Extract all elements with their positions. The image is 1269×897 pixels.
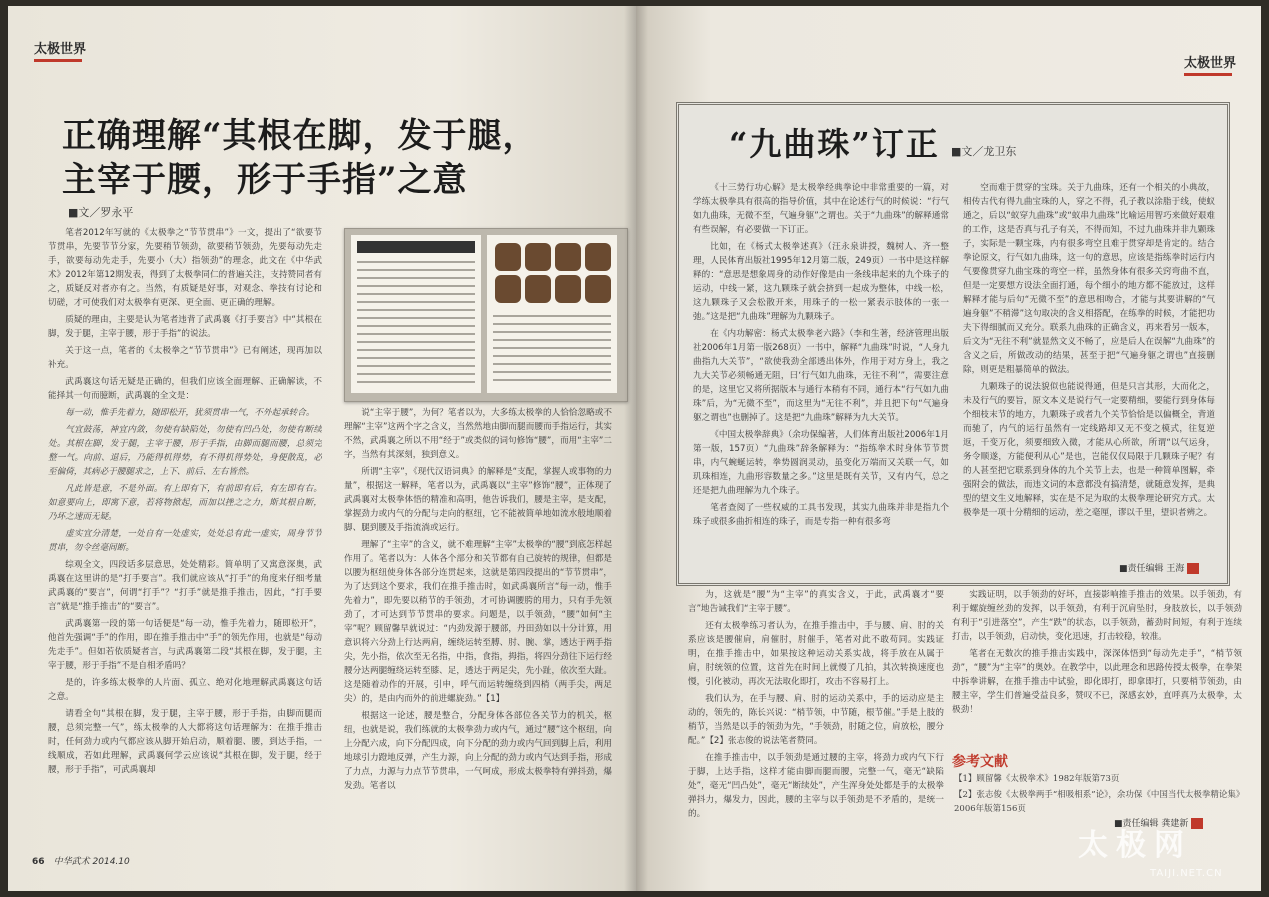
article-continuation-column-1 [688, 588, 944, 834]
magazine-photo [344, 228, 628, 402]
paragraph: 凡此皆是意，不是外面。有上即有下，有前即有后，有左即有右。如意要向上，即寓下意，若将物掀起，而加以挫之之力，斯其根自断，乃坏之速而无疑。 [48, 484, 322, 522]
hand-photo [585, 243, 611, 271]
magazine-name: 中华武术 2014.10 [53, 857, 130, 867]
paragraph: 在推手推击中，以手领劲是通过腰的主宰，将劲力或内气下行于脚，上达手指，这样才能由脚而腿而腰，完整一气，毫无“缺陷处”，毫无“凹凸处”，毫无“断续处”，产生浑身处处都是手的太极拳弹抖力，爆发力，因此，腰的主宰与以手领劲是不矛盾的，是统一的。 [688, 753, 944, 819]
paragraph: 为，这就是“腰”为“主宰”的真实含义，于此，武禹襄才“要言”地告诫我们“主宰于腰”。 [688, 590, 944, 614]
section-title: 太极世界 [1184, 56, 1237, 71]
paragraph: 笔者在无数次的推手推击实践中，深深体悟到“每动先走手”，“梢节领劲”，“腰”为“主宰”的奥妙。在教学中，以此理念和思路传授太极拳，在拳架中拆拳讲解，在推手推击中试验，即化即打，即拿即打，只要梢节领劲，由腰主宰，学生们普遍受益良多，赞叹不已，深感玄妙，直呼真乃太极拳，太极劲！ [952, 649, 1242, 715]
paragraph: 理解了“主宰”的含义，就不难理解“主宰”太极拳的“腰”到底怎样起作用了。笔者以为：人体各个部分和关节都有自己旋转的规律，但都是以腰为枢纽使身体各部分连贯起来，这就是第四段提出的“节节贯串”，为了达到这个要求，我们在推手推击时，如武禹襄所言“每一动，惟手先着力”，即先要以稍节的手领劲，才可协调腰胯的用力，只有手先领劲了，才可达到节节贯串的要求。问题是，以手领劲，“腰”如何“主宰”呢？顾留馨早就说过：“内劲发源于腰部，丹田劲如以十分计算，用意识将六分劲上行达两肩，缠绕运转至膊、肘、腕、掌，透达于两手指尖，先小指，依次至无名指，中指，食指，拇指，将四分劲往下运行经腰分达两腿缠绕运转至膝、足，透达于两足尖，先小趾，依次至大趾。这是随着动作的开展，引申，呼气而运转缠绕到四梢（两手尖，两足尖）的，是由内而外的前进螺旋劲。”【1】 [344, 540, 612, 704]
article-title: “九曲珠”订正 [729, 125, 940, 163]
paragraph: 《十三势行功心解》是太极拳经典拳论中非常重要的一篇，对学练太极拳具有很高的指导价值，其中在论述行气的时候说：“行气如九曲珠，无微不至，气遍身躯”之谓也。关于“九曲珠”的解释通常有些误解，有必要做一下订正。 [693, 183, 949, 235]
magazine-spread [8, 6, 1261, 891]
article-byline: ■文／龙卫东 [951, 145, 1017, 158]
left-page [8, 6, 636, 891]
hand-photo [495, 243, 521, 271]
paragraph: 九颗珠子的说法貌似也能说得通，但是只言其形，大而化之，未及行气的要旨，原文本义是说行气一定要精细，要能行到身体每个细枝末节的地方，九颗珠子或者九个关节恰恰是以偏概全，背道而驰了，内气的运行虽然有一定线路却又无不变之模式，往复逆返，千变万化，须要细致入微，才能从心所欲，所谓“以气运身，务令顺遂，方能便利从心”是也，岂能仅仅局限于几颗珠子呢？有的人甚至把它联系到身体的九个关节上去，也是一种简单图解，牵强附会的做法，而违文词的本意都没有搞清楚，就随意发挥，是典型的望文生义地解释，实在是不足为取的太极拳理论研究方式。太极拳是一项十分精细的运动，差之毫厘，谬以千里，望识者辨之。 [963, 382, 1215, 518]
spine-shadow [624, 6, 648, 891]
paragraph: 我们认为，在手与腰、肩、肘的运动关系中，手的运动应是主动的，领先的，陈长兴说：“梢节领，中节随，根节催。”手是上肢的梢节，当然是以手的领劲为先，“手领劲，肘随之位，肩放松，腰分配。”【2】张志俊的说法笔者赞同。 [688, 694, 944, 746]
paragraph: 笔者2012年写就的《太极拳之“节节贯串”》一文，提出了“欲要节节贯串，先要节节分家，先要稍节领劲，欲要稍节领劲，先要每动先走手，欲要每动先走手，先要小（大）指领劲”的理念，此文在《中华武术》2012年第12期发表，得到了太极拳同仁的普遍关注，支持赞同者有之，质疑反对者亦有之。当然，有质疑是好事，对观念、拳技有讨论和切磋，才可使我们对太极拳有更深、更全面、更正确的理解。 [48, 228, 322, 308]
article-column-2 [963, 181, 1215, 561]
article-box [676, 102, 1230, 586]
photo-page-left [351, 235, 481, 393]
title-line-2: 主宰于腰，形于手指”之意 [62, 160, 468, 200]
section-header [1184, 52, 1236, 76]
paragraph: 比如，在《杨式太极拳述真》（汪永泉讲授，魏树人、齐一整理，人民体育出版社1995年12月第二版，249页）一书中是这样解释的：“意思是想象周身的动作好像是由一条线串起来的九个珠子的运动，中线一紧，这九颗珠子就会挤到一起成为整体，中线一松，这九颗珠子又会松散开来，用珠子的一松一紧表示肢体的一张一弛。”这是把“九曲珠”理解为九颗珠子。 [693, 242, 949, 322]
hand-photo [495, 275, 521, 303]
paragraph: 《中国太极拳辞典》（余功保编著，人们体育出版社2006年1月第一版，157页）“九曲珠”辞条解释为：“指练拳术时身体节节贯串，内气蜿蜒运转，拳势圆润灵动，虽变化万端而又关联一气，如玑珠相连，九曲形容数量之多。”这里是既有关节，又有内气，总之还是把九曲理解为九个珠子。 [693, 430, 949, 496]
photo-mini-title [357, 241, 475, 253]
hand-photo [525, 243, 551, 271]
editor-label: ■责任编辑 龚建新 [1114, 819, 1189, 829]
section-underline [34, 59, 82, 62]
reference-item: 【1】顾留馨《太极拳术》1982年版第73页 [954, 774, 1120, 784]
paragraph: 武禹襄第一段的第一句话便是“每一动，惟手先着力，随即松开”，他首先强调“手”的作用，即在推手推击中“手”的领先作用，也就是“每动先走手”。但如若依质疑者言，与武禹襄第二段“其根在脚，发于腿，主宰于腰，形于手指”不是自相矛盾吗？ [48, 619, 322, 671]
editor-credit [1119, 561, 1199, 574]
paragraph: 在《内功解密：杨式太极拳老六路》（李和生著，经济管理出版社2006年1月第一版268页）一书中，解释“九曲珠”时说，“人身九曲指九大关节”，“欲使我劲全部透出体外，作用于对方身上，我之九大关节必须畅通无阻，曰‘行气如九曲珠，无往不利’”，需要注意的是，这里它又将所据版本与通行本稍有不同，通行本“行气如九曲珠”后，为“无微不至”，而这里为“无往不利”，并且把下句“气遍身躯之谓也”也删掉了。这是把“九曲珠”解释为九大关节。 [693, 329, 949, 423]
references-heading: 参考文献 [952, 754, 1008, 770]
hand-photo [525, 275, 551, 303]
paragraph: 所谓“主宰”，《现代汉语词典》的解释是“支配，掌握人或事物的力量”，根据这一解释，笔者以为，武禹襄以“主宰”修饰“腰”，正体现了武禹襄对太极拳体悟的精准和高明，他告诉我们，腰是主宰，是支配，掌握劲力或内气的分配与走向的枢纽，它不能被简单地如流水般地顺着脚、腿到腰及手指流淌或运行。 [344, 467, 612, 533]
hand-photo [585, 275, 611, 303]
paragraph: 还有太极拳练习者认为，在推手推击中，手与腰、肩、肘的关系应该是腰催肩，肩催肘，肘催手，笔者对此不敢苟同。实践证明，在推手推击中，如果按这种运动关系实战，将手放在从属于肩，肘统领的位置，这首先在时间上就慢了几拍，其次转换速度也慢，引化被动，再次无法取化即打，攻击不容易打上。 [688, 621, 944, 687]
paragraph: 请看全句“其根在脚，发于腿，主宰于腰，形于手指，由脚而腿而腰，总须完整一气”，练太极拳的人大都将这句话理解为：在推手推击时，任何劲力或内气都应该从脚开始启动，顺着腿、腰，到达手指，一线顺成，若如此理解，武禹襄何学云应该说“其根在脚，发于腿，经于腰，形于手指”，可武禹襄却 [48, 709, 322, 775]
hand-photo [555, 275, 581, 303]
article-title [62, 114, 582, 202]
section-header [34, 38, 86, 62]
paragraph: 关于这一点，笔者的《太极拳之“节节贯串”》已有阐述，现再加以补充。 [48, 346, 322, 370]
paragraph: 根据这一论述，腰是整合，分配身体各部位各关节力的机关，枢纽，也就是说，我们练就的太极拳劲力或内气，通过“腰”这个枢纽，向上分配六成，向下分配四成，向下分配的劲力或内气回到脚上后，利用地球引力蹬地反弹，产生力源，向上分配的劲力或内气达到手指，形成了力点，力源与力点节节贯串，一气呵成，形成太极拳特有弹抖劲，爆发劲。笔者以 [344, 711, 612, 791]
paragraph: 气宜鼓荡，神宜内敛，勿使有缺陷处，勿使有凹凸处，勿使有断续处。其根在脚，发于腿，主宰于腰，形于手指，由脚而腿而腰，总须完整一气。向前、退后，乃能得机得势，有不得机得势处，身便散乱，必至偏倚，其病必于腰腿求之，上下、前后、左右皆然。 [48, 425, 322, 477]
paragraph: 实践证明，以手领劲的好坏，直接影响推手推击的效果。以手领劲，有利于螺旋缠丝劲的发挥，以手领劲，有利于沉肩坠肘，身肢放长，以手领劲有利于“引进落空”，产生“跌”的状态，以手领劲，蓄劲时间短，有利于连续打击，以手领劲，启动快，变化迅速，打击较稳，较准。 [952, 590, 1242, 642]
editor-label: ■责任编辑 王海 [1119, 564, 1185, 574]
section-underline [1184, 73, 1232, 76]
article-byline: ■文／罗永平 [68, 206, 134, 219]
paragraph: 空而难于贯穿的宝珠。关于九曲珠，还有一个相关的小典故，相传古代有得九曲宝珠的人，穿之不得，孔子教以涂脂于线，使蚁通之，后以“蚁穿九曲珠”或“蚁串九曲珠”比喻运用智巧来做好艰难的工作，这是否真与孔子有关，不得而知，不过九曲珠并非九颗珠子，实际是一颗宝珠，内有很多弯空且难于贯穿却是肯定的。结合拳论原文，行气如九曲珠，这一句的意思，应该是指练拳时运行内气要像贯穿九曲宝珠的弯空一样，虽然身体有很多关窍弯曲不直，但是一定要想方设法全面打通，每个细小的地方都不能放过，这样解释才能与后句“无微不至”的意思相吻合，才能与其要讲解的“气遍身躯”不稍滞”这句取决的含义相搭配，在练拳的时候，才能把功夫下得细腻而又充分。联系九曲珠的正确含义，再来看另一版本，后文为“无往不利”就显然文义不畅了，应是后人在误解“九曲珠”的含义之后，所做改动的结果，甚至于把“气遍身躯之谓也”直接删除，则更是粗暴简单的做法。 [963, 183, 1215, 375]
paragraph: 是的，许多练太极拳的人片面、孤立、绝对化地理解武禹襄这句话之意。 [48, 678, 322, 702]
editor-badge [1187, 563, 1199, 574]
paragraph: 说“主宰于腰”，为何？笔者以为，大多练太极拳的人恰恰忽略或不理解“主宰”这两个字之含义，当然然地由脚而腿而腰而手指运行，其实不然，武禹襄之所以不用“经于”或类似的词句修饰“腰”，而用“主宰”二字，当然有其深刻，独到意义。 [344, 408, 612, 460]
article-column-1 [693, 181, 949, 575]
watermark-logo: 太极网 [1078, 828, 1192, 863]
right-page [636, 6, 1261, 891]
watermark-url: TAIJI.NET.CN [1150, 868, 1223, 879]
article-column-2 [344, 406, 612, 836]
reference-item: 【2】张志俊《太极拳两手“相吸相系”论》，余功保《中国当代太极拳精论集》2006年版第156页 [954, 790, 1241, 814]
paragraph: 每一动，惟手先着力，随即松开，犹须贯串一气，不外起承转合。 [65, 408, 315, 418]
page-folio [32, 854, 130, 867]
title-line-1: 正确理解“其根在脚，发于腿， [62, 116, 538, 156]
photo-page-right [487, 235, 617, 393]
hand-photo [555, 243, 581, 271]
editor-badge [1191, 818, 1203, 829]
paragraph: 质疑的理由，主要是认为笔者违背了武禹襄《打手要言》中“其根在脚，发于腿，主宰于腰，形于手指”的说法。 [48, 315, 322, 339]
paragraph: 虚实宜分清楚，一处自有一处虚实，处处总有此一虚实，周身节节贯串，勿令丝毫间断。 [48, 529, 322, 553]
article-column-1 [48, 226, 322, 836]
paragraph: 笔者查阅了一些权威的工具书发现，其实九曲珠并非是指九个珠子或很多曲折相连的珠子，而是专指一种有很多弯 [693, 503, 949, 527]
section-title: 太极世界 [34, 42, 87, 57]
page-number: 66 [32, 857, 45, 867]
article-continuation-column-2 [952, 588, 1242, 748]
paragraph: 武禹襄这句话无疑是正确的，但我们应该全面理解、正确解读，不能择其一句而臆断，武禹襄的全文是： [48, 377, 322, 401]
paragraph: 综观全文，四段话多层意思，处处精彩。简单明了又寓意深奥，武禹襄在这里讲的是“打手要言”。我们就应该从“打手”的角度来仔细考量武禹襄的“要言”，何谓“打手”？“打手”就是推手推击，因此，“打手要言”就是“推手推击”的“要言”。 [48, 560, 322, 612]
references-list [954, 772, 1244, 818]
